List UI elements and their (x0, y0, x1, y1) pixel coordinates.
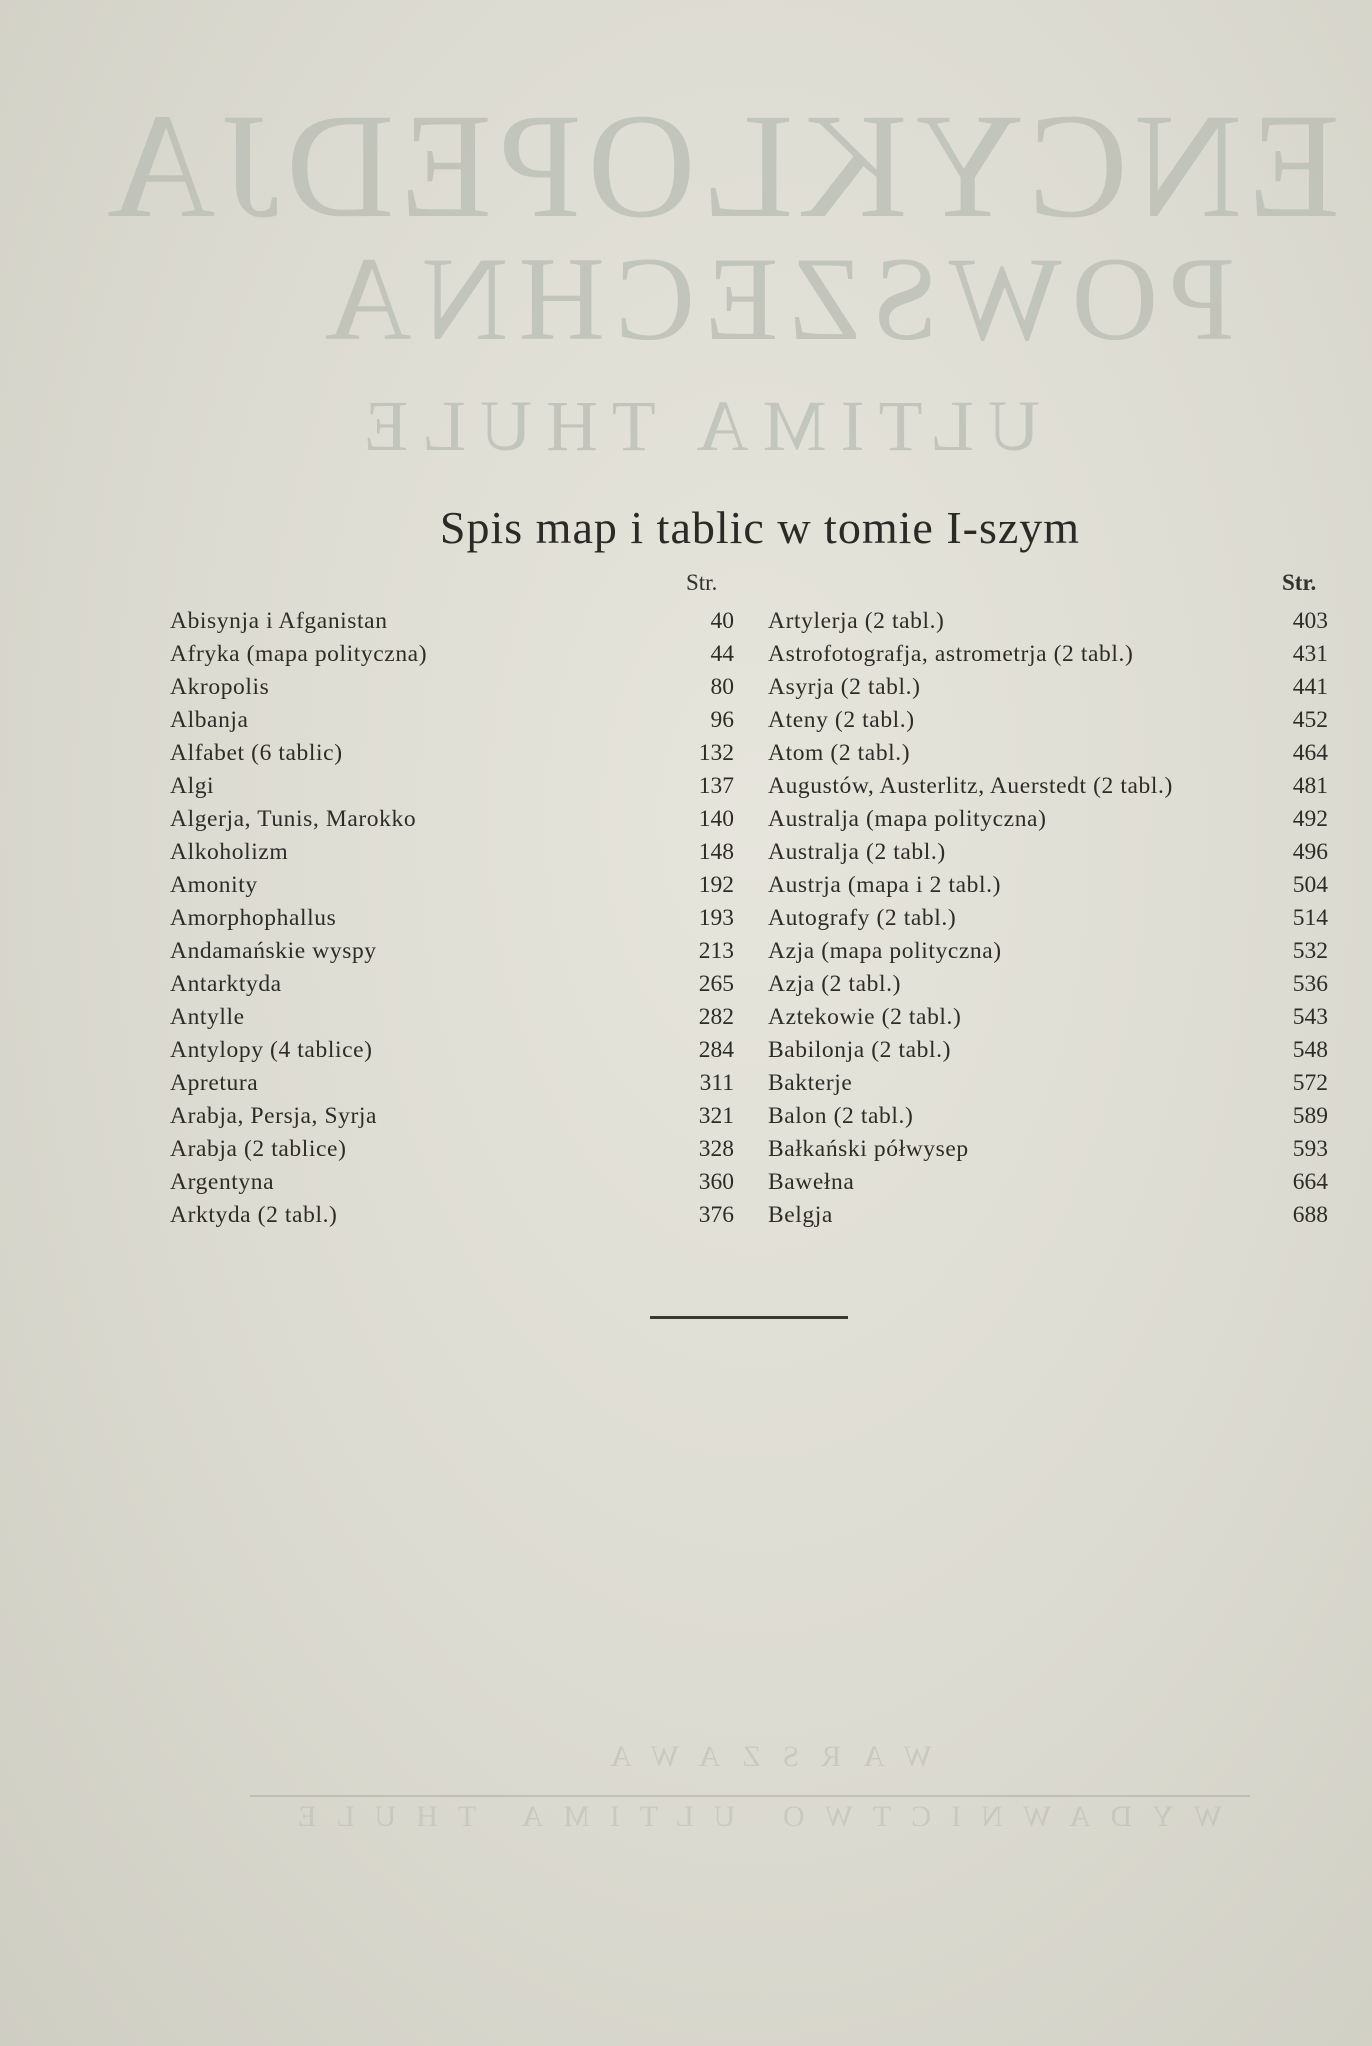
entry-name: Augustów, Austerlitz, Auerstedt (2 tabl.) (768, 773, 1173, 799)
index-entry (768, 1136, 1328, 1169)
entry-page-number: 481 (1292, 773, 1328, 799)
index-entry (170, 1037, 734, 1070)
index-entry (170, 1004, 734, 1037)
entry-page-number: 148 (698, 839, 734, 865)
index-entry (170, 839, 734, 872)
entry-name: Austrja (mapa i 2 tabl.) (768, 872, 1002, 898)
entry-page-number: 492 (1292, 806, 1328, 832)
index-entry (768, 608, 1328, 641)
index-entry (768, 1004, 1328, 1037)
index-entry (170, 740, 734, 773)
index-entry (768, 1169, 1328, 1202)
entry-name: Arabja (2 tablice) (170, 1136, 347, 1162)
entry-name: Amonity (170, 872, 258, 898)
index-entry (768, 1037, 1328, 1070)
index-entry (768, 971, 1328, 1004)
entry-name: Belgja (768, 1202, 833, 1228)
show-through-city: WARSZAWA (588, 1740, 932, 1773)
show-through-subtitle: POWSZECHNA (314, 232, 1236, 365)
entry-name: Aztekowie (2 tabl.) (768, 1004, 962, 1030)
index-entry (768, 1103, 1328, 1136)
index-entry (170, 971, 734, 1004)
entry-name: Ateny (2 tabl.) (768, 707, 915, 733)
entry-page-number: 514 (1292, 905, 1328, 931)
index-entry (170, 938, 734, 971)
index-column-left (170, 608, 734, 1235)
index-entry (768, 773, 1328, 806)
entry-page-number: 44 (710, 641, 734, 667)
entry-page-number: 311 (699, 1070, 734, 1096)
entry-page-number: 589 (1292, 1103, 1328, 1129)
entry-name: Arktyda (2 tabl.) (170, 1202, 338, 1228)
entry-name: Autografy (2 tabl.) (768, 905, 957, 931)
entry-page-number: 282 (698, 1004, 734, 1030)
entry-name: Akropolis (170, 674, 270, 700)
entry-name: Babilonja (2 tabl.) (768, 1037, 952, 1063)
entry-name: Australja (mapa polityczna) (768, 806, 1047, 832)
entry-name: Arabja, Persja, Syrja (170, 1103, 378, 1129)
entry-page-number: 548 (1292, 1037, 1328, 1063)
entry-name: Atom (2 tabl.) (768, 740, 911, 766)
page-column-header-right: Str. (1282, 570, 1317, 595)
page-title: Spis map i tablic w tomie I-szym (439, 501, 1081, 553)
entry-name: Alkoholizm (170, 839, 289, 865)
entry-page-number: 688 (1292, 1202, 1328, 1228)
entry-page-number: 572 (1292, 1070, 1328, 1096)
entry-page-number: 496 (1292, 839, 1328, 865)
index-entry (768, 641, 1328, 674)
entry-page-number: 593 (1292, 1136, 1328, 1162)
index-entry (170, 674, 734, 707)
entry-page-number: 192 (698, 872, 734, 898)
entry-page-number: 360 (698, 1169, 734, 1195)
entry-name: Asyrja (2 tabl.) (768, 674, 921, 700)
entry-name: Astrofotografja, astrometrja (2 tabl.) (768, 641, 1134, 667)
entry-name: Apretura (170, 1070, 259, 1096)
entry-name: Abisynja i Afganistan (170, 608, 388, 634)
entry-name: Azja (2 tabl.) (768, 971, 902, 997)
show-through-publisher: ULTIMA THULE (350, 386, 1040, 466)
index-entry (170, 1202, 734, 1235)
entry-page-number: 376 (698, 1202, 734, 1228)
entry-page-number: 132 (698, 740, 734, 766)
entry-name: Albanja (170, 707, 249, 733)
index-entry (170, 1169, 734, 1202)
page-column-header-left: Str. (686, 570, 718, 595)
show-through-title: ENCYKLOPEDJA (101, 83, 1340, 249)
entry-name: Antarktyda (170, 971, 282, 997)
entry-name: Azja (mapa polityczna) (768, 938, 1002, 964)
entry-page-number: 96 (710, 707, 734, 733)
index-entry (768, 1202, 1328, 1235)
entry-page-number: 265 (698, 971, 734, 997)
index-entry (170, 1136, 734, 1169)
index-entry (768, 707, 1328, 740)
entry-page-number: 464 (1292, 740, 1328, 766)
show-through-rule (250, 1795, 1250, 1797)
entry-page-number: 441 (1292, 674, 1328, 700)
entry-name: Alfabet (6 tablic) (170, 740, 343, 766)
entry-name: Bałkański półwysep (768, 1136, 969, 1162)
index-entry (170, 1103, 734, 1136)
entry-page-number: 543 (1292, 1004, 1328, 1030)
entry-name: Algi (170, 773, 215, 799)
entry-name: Argentyna (170, 1169, 275, 1195)
entry-name: Bawełna (768, 1169, 855, 1195)
entry-page-number: 213 (698, 938, 734, 964)
index-entry (170, 905, 734, 938)
entry-page-number: 321 (698, 1103, 734, 1129)
index-entry (768, 806, 1328, 839)
entry-page-number: 80 (710, 674, 734, 700)
index-entry (768, 872, 1328, 905)
index-column-right (768, 608, 1328, 1235)
entry-name: Australja (2 tabl.) (768, 839, 946, 865)
entry-page-number: 431 (1292, 641, 1328, 667)
entry-page-number: 504 (1292, 872, 1328, 898)
entry-name: Amorphophallus (170, 905, 337, 931)
entry-name: Balon (2 tabl.) (768, 1103, 914, 1129)
show-through-imprint: WYDAWNICTWO ULTIMA THULE (277, 1800, 1223, 1833)
entry-name: Algerja, Tunis, Marokko (170, 806, 417, 832)
index-entry (768, 1070, 1328, 1103)
entry-name: Artylerja (2 tabl.) (768, 608, 945, 634)
entry-name: Bakterje (768, 1070, 853, 1096)
entry-page-number: 664 (1292, 1169, 1328, 1195)
entry-page-number: 532 (1292, 938, 1328, 964)
index-entry (170, 773, 734, 806)
index-entry (768, 839, 1328, 872)
entry-name: Antylopy (4 tablice) (170, 1037, 373, 1063)
entry-page-number: 452 (1292, 707, 1328, 733)
index-entry (768, 905, 1328, 938)
entry-name: Afryka (mapa polityczna) (170, 641, 428, 667)
index-entry (768, 674, 1328, 707)
index-entry (170, 1070, 734, 1103)
index-entry (768, 740, 1328, 773)
index-entry (170, 641, 734, 674)
section-divider (650, 1316, 848, 1319)
entry-name: Antylle (170, 1004, 245, 1030)
entry-page-number: 284 (698, 1037, 734, 1063)
index-entry (170, 608, 734, 641)
entry-page-number: 140 (698, 806, 734, 832)
entry-name: Andamańskie wyspy (170, 938, 377, 964)
index-entry (170, 806, 734, 839)
index-entry (170, 707, 734, 740)
entry-page-number: 40 (710, 608, 734, 634)
entry-page-number: 536 (1292, 971, 1328, 997)
index-entry (768, 938, 1328, 971)
entry-page-number: 403 (1292, 608, 1328, 634)
entry-page-number: 137 (698, 773, 734, 799)
index-entry (170, 872, 734, 905)
entry-page-number: 328 (698, 1136, 734, 1162)
entry-page-number: 193 (698, 905, 734, 931)
